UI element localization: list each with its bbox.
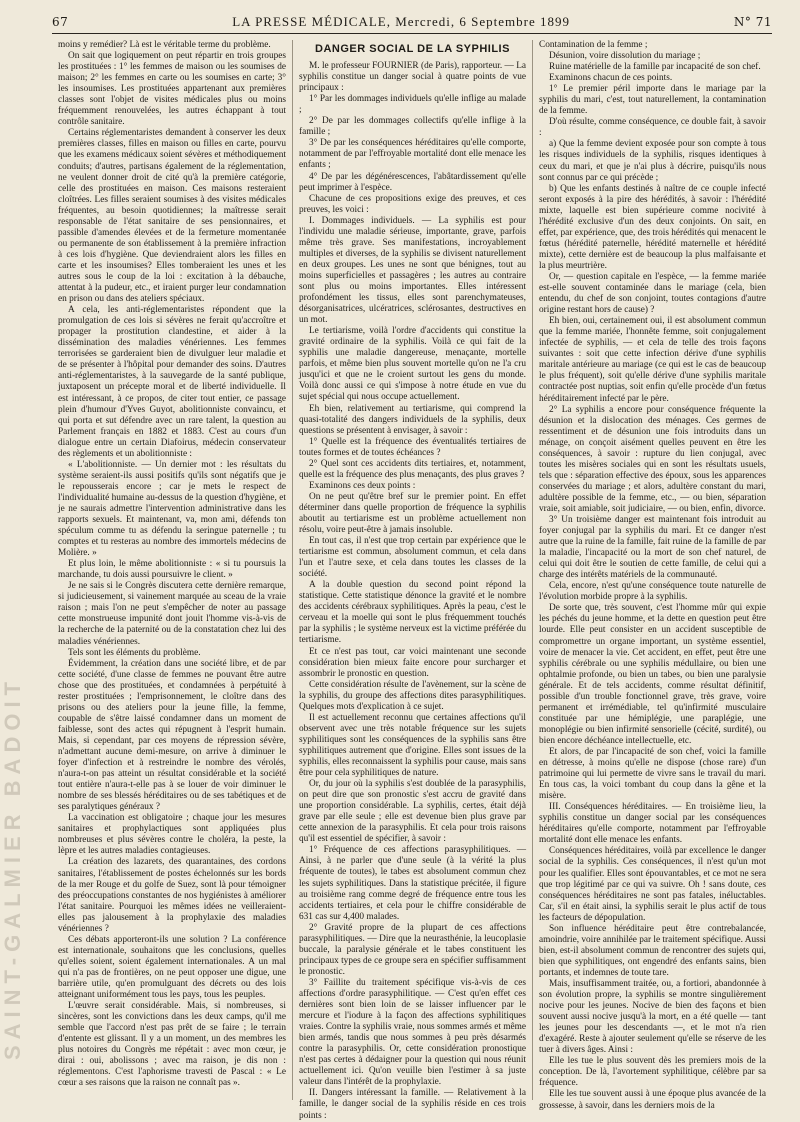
paragraph: Cette considération résulte de l'avènement, sur la scène de la syphilis, du groupe des affections dites parasyphilitiques. Quelques mots d'explication à ce sujet. [299,679,526,712]
paragraph: Et alors, de par l'incapacité de son chef, voici la famille en détresse, à moins qu'elle ne dispose (chose rare) d'un patrimoine qui lui permette de vivre sans le travail du mari. En tous cas, la voici tombant du coup dans la gêne et la misère. [539,747,766,802]
paragraph: 4° De par les dégénérescences, l'abâtardissement qu'elle peut imprimer à l'espèce. [299,171,526,193]
paragraph: Et plus loin, le même abolitionniste : « si tu poursuis la marchande, tu dois aussi poursuivre le client. » [58,559,286,581]
paragraph: Eh bien, relativement au tertiarisme, qui comprend la quasi-totalité des dangers individuels de la syphilis, deux questions se présentent à envisager, à savoir : [299,403,526,436]
paragraph: 2° Gravité propre de la plupart de ces affections parasyphilitiques. — Dire que la neurasthénie, la leucoplasie buccale, la paralysie générale et le tabes constituent les principaux types de ce groupe sera en spécifier suffisamment le pronostic. [299,922,527,977]
paragraph: En tout cas, il n'est que trop certain par expérience que le tertiarisme est commun, absolument commun, et cela dans l'un et l'autre sexe, et cela dans toutes les classes de la société. [299,536,526,580]
paragraph: 1° Le premier péril importe dans le mariage par la syphilis du mari, c'est, tout naturellement, la contamination de la femme. [539,84,766,117]
paragraph: Cela, encore, n'est qu'une conséquence toute naturelle de l'évolution morbide propre à la syphilis. [539,581,766,603]
paragraph: b) Que les enfants destinés à naître de ce couple infecté seront exposés à la pire des hérédités, à savoir : l'hérédité mixte, laquelle est bien supérieure comme nocivité à l'hérédité exclusive d'un des deux conjoints. On sait, en effet, par expérience, que, des trois hérédités qui menacent le fœtus (hérédité paternelle, hérédité maternelle et hérédité mixte), cette dernière est de beaucoup la plus malfaisante et la plus meurtrière. [539,183,766,271]
page-number: 67 [52,15,69,29]
paragraph: III. Conséquences héréditaires. — En troisième lieu, la syphilis constitue un danger social par les conséquences héréditaires qu'elle comporte, notamment par l'effroyable mortalité dont elle menace les enfants. [539,802,766,846]
paragraph: Ruine matérielle de la famille par incapacité de son chef. [549,62,761,73]
paragraph: La création des lazarets, des quarantaines, des cordons sanitaires, l'établissement de postes échelonnés sur les bords de la mer Rouge et du golfe de Suez, sont là pour témoigner des préoccupations constantes de nos hygiénistes à améliorer l'état sanitaire. Pourquoi les mêmes idées ne veilleraient-elles pas jalousement à la prophylaxie des maladies vénériennes ? [58,857,286,934]
paragraph: On ne peut qu'être bref sur le premier point. En effet déterminer dans quelle proportion de fréquence la syphilis aboutit au tertiarisme est un problème actuellement non résolu, voire peut-être à jamais insoluble. [299,491,526,536]
issue-date: Mercredi, 6 Septembre 1899 [395,14,570,29]
paragraph: Examinons chacun de ces points. [549,73,673,84]
paragraph: A cela, les anti-réglementaristes répondent que la promulgation de ces lois si sévères ne ferait qu'accroître et propager la prostitution clandestine, et aider à la dissémination des maladies vénériennes. Les femmes terrorisées se garderaient bien de divulguer leur maladie et de se présenter à l'hôpital pour demander des soins. D'autres anti-réglementaristes, à la sauvegarde de la santé publique, juxtaposent un précepte moral et de liberté individuelle. Il est intéressant, à ce propos, de citer tout entier, ce passage plein d'humour d'Yves Guyot, abolitionniste convaincu, et qui porta et sut défendre avec un rare talent, la question au Parlement français en 1882 et 1883. C'est au cours d'un dialogue entre un certain Diafoirus, médecin conservateur des règlements et un abolitionniste : [58,305,286,459]
paragraph: 3° De par les conséquences héréditaires qu'elle comporte, notamment de par l'effroyable mortalité dont elle menace les enfants ; [299,138,526,171]
paragraph: II. Dangers intéressant la famille. — Relativement à la famille, le danger social de la syphilis réside en ces trois points : [299,1088,526,1121]
paragraph: Certains réglementaristes demandent à conserver les deux premières classes, filles en maison ou filles en carte, pourvu que les examens médicaux soient sévères et méthodiquement conduits; d'autres, partisans également de la réglementation, ne veulent donner droit de cité qu'à la première catégorie, celle des prostituées en maison. Ces maisons resteraient cloîtrées. Les filles seraient soumises à des visites médicales fréquentes, au besoin quotidiennes; la maîtresse serait responsable de l'état sanitaire de ses pensionnaires, et passible d'amendes élevées et de la fermeture momentanée ou permanente de son établissement à la première infraction à ces lois d'hygiène. Que deviendraient alors les filles en carte et les insoumises? Elles tomberaient les unes et les autres sous le coup de la loi : excitation à la débauche, attentat à la pudeur, etc., et iraient purger leur condamnation en prison ou dans des ateliers spéciaux. [58,128,286,305]
paragraph: 3° Un troisième danger est maintenant fois introduit au foyer conjugal par la syphilis du mari. Et ce danger n'est autre que la ruine de la famille, fait ruine de la famille de par la maladie, l'incapacité ou la mort de son chef naturel, de celui qui doit être le soutien de cette famille, de celui qui a charge des intérêts matériels de la communauté. [539,515,766,581]
paragraph: Évidemment, la création dans une société libre, et de par cette société, d'une classe de femmes ne pouvant être autre chose que des prostituées, et condamnées à perpétuité à rester prostituées ; l'emprisonnement, le cloître dans des prisons ou des ateliers pour la jeune fille, la femme, coupable de s'être laissé condamner dans un moment de faiblesse, sont des actes qui répugnent à l'esprit humain. Mais, si cependant, par ces moyens de répression sévère, n'admettant aucune demi-mesure, on arrive à diminuer le foyer d'infection et à restreindre le nombre des vérolés, n'aura-t-on pas atteint un résultat considérable et la société tout entière n'aura-t-elle pas à se louer de voir diminuer le nombre de ses blessés héréditaires ou de ses tabétiques et de ses paralytiques généraux ? [58,658,286,813]
paragraph: Elle les tue souvent aussi à une époque plus avancée de la grossesse, à savoir, dans les derniers mois de la [539,1089,766,1111]
paragraph: Son influence héréditaire peut être contrebalancée, amoindrie, voire annihilée par le traitement spécifique. Aussi bien, est-il absolument commun de rencontrer des sujets qui, bien que syphilitiques, ont engendré des enfants sains, bien portants, et indemnes de toute tare. [539,923,766,978]
paragraph: 2° La syphilis a encore pour conséquence fréquente la désunion et la dislocation des ménages. Ces germes de ressentiment et de désunion une fois introduits dans un ménage, on conçoit aisément quelles peuvent en être les conséquences, à savoir : rupture du lien conjugal, avec toutes les misères sociales qui en sont les résultats usuels, tels que : séparation effective des époux, sous les apparences conservées du mariage ; et alors, adultère constant du mari, adultère possible de la femme, etc., — ou bien, séparation vraie, soit amiable, soit judiciaire, — ou bien, enfin, divorce. [539,404,766,514]
bleed-through-advertisement: SAINT-GALMIER BADOIT [0,676,25,1060]
paragraph: Eh bien, oui, certainement oui, il est absolument commun que la femme mariée, l'honnête femme, soit conjugalement infectée de syphilis, — et cela de telle des trois façons suivantes : soit que cette infection dérive d'une syphilis maritale antérieure au mariage (ce qui est le cas de beaucoup le plus fréquent), soit qu'elle dérive d'une syphilis maritale contractée post nuptias, soit enfin qu'elle procède d'un fœtus héréditairement infecté par le père. [539,316,766,404]
paragraph: Or, — question capitale en l'espèce, — la femme mariée est-elle souvent contaminée dans le mariage (cela, bien entendu, du chef de son conjoint, toutes contagions d'autre origine restant hors de cause) ? [539,271,766,316]
paragraph: Examinons ces deux points : [309,480,416,491]
paragraph: M. le professeur FOURNIER (de Paris), rapporteur. — La syphilis constitue un danger social à quatre points de vue principaux : [299,61,526,94]
paragraph: a) Que la femme devient exposée pour son compte à tous les risques individuels de la syphilis, risques identiques à ceux du mari, et que je n'ai plus à décrire, puisqu'ils nous sont connus par ce qui précède ; [539,139,766,183]
paragraph: 3° Faillite du traitement spécifique vis-à-vis de ces affections d'ordre parasyphilitique. — C'est qu'en effet ces dernières sont bien loin de se laisser influencer par le mercure et l'iodure à la façon des affections syphilitiques vraies. Contre la syphilis vraie, nous sommes armés et même bien armés, tandis que nous sommes à peu près désarmés contre la parasyphilis. Or, cette considération pronostique n'est pas certes à dédaigner pour la question qui nous réunit actuellement ici. Qu'on veuille bien l'estimer à sa juste valeur dans l'intérêt de la prophylaxie. [299,977,526,1088]
paragraph: Et ce n'est pas tout, car voici maintenant une seconde considération bien mieux faite encore pour surcharger et assombrir le pronostic en question. [299,646,526,679]
paragraph: Ces débats apporteront-ils une solution ? La conférence est internationale, souhaitons que les conclusions, quelles qu'elles soient, soient également internationales. A un mal qui n'a pas de frontières, on ne peut opposer une digue, une barrière utile, qu'en promulguant des décrets ou des lois atteignant uniformément tous les pays, tous les peuples. [58,934,286,1001]
paragraph: Tels sont les éléments du problème. [68,647,201,658]
paragraph: De sorte que, très souvent, c'est l'homme mûr qui expie les péchés du jeune homme, et la dette en question peut être lourde. Elle peut consister en un accident susceptible de compromettre un organe important, un système essentiel, voire de menacer la vie. Cet accident, en effet, peut être une syphilis cérébrale ou une syphilis médullaire, ou bien une ophtalmie profonde, ou bien un tabes, ou bien une paralysie générale. Et de tels accidents, comme résultat définitif, possible d'un trouble fonctionnel grave, très grave, voire permanent et irrémédiable, tel qu'infirmité musculaire constituée par une hémiplégie, une paraplégie, une monoplégie ou bien infirmité sensorielle (cécité, surdité), ou bien encore déchéance intellectuelle, etc. [539,603,766,746]
right-column [532,40,772,1111]
paragraph: Chacune de ces propositions exige des preuves, et ces preuves, les voici : [299,193,526,215]
paragraph: Or, du jour où la syphilis s'est doublée de la parasyphilis, on peut dire que son pronostic s'est accru de gravité dans une proportion considérable. La syphilis, certes, était déjà grave par elle seule ; elle est devenue bien plus grave par cette annexion de la parasyphilis. Et cela pour trois raisons qu'il est essentiel de spécifier, à savoir : [299,779,526,845]
paragraph: moins y remédier? Là est le véritable terme du problème. [58,40,271,50]
journal-header [232,14,570,30]
section-title: DANGER SOCIAL DE LA SYPHILIS [315,43,510,55]
paragraph: 1° Fréquence de ces affections parasyphilitiques. — Ainsi, à ne parler que d'une seule (à la vérité la plus fréquente de toutes), le tabes est absolument commun chez les sujets syphilitiques. Dans la statistique précitée, il figure au troisième rang comme degré de fréquence entre tous les accidents tertiaires, et cela pour le chiffre considérable de 631 cas sur 4,400 malades. [299,845,526,922]
paragraph: Elle les tue le plus souvent dès les premiers mois de la conception. De là, l'avortement syphilitique, célèbre par sa fréquence. [539,1056,766,1089]
paragraph: 2° De par les dommages collectifs qu'elle inflige à la famille ; [299,116,526,138]
issue-number: N° 71 [733,15,772,29]
text-columns [52,40,772,1121]
paragraph: Je ne sais si le Congrès discutera cette dernière remarque, si judicieusement, si vainement marquée au sceau de la vraie raison ; mais l'on ne peut s'empêcher de noter au passage cette monstrueuse impunité dont jouit l'homme vis-à-vis de la recherche de la paternité ou de la constatation chez lui des maladies vénériennes. [58,581,286,647]
paragraph: On sait que logiquement on peut répartir en trois groupes les prostituées : 1° les femmes de maison ou les soumises de maison; 2° les femmes en carte ou les soumises en carte; 3° les insoumises. Les prostituées appartenant aux premières classes sont l'objet de visites médicales plus ou moins fréquemment renouvelées, les autres échappant à tout contrôle sanitaire. [58,51,286,128]
paragraph: Désunion, voire dissolution du mariage ; [549,51,701,62]
middle-column [292,40,532,1121]
page-header [52,14,772,34]
paragraph: Contamination de la femme ; [539,40,648,50]
paragraph: A la double question du second point répond la statistique. Cette statistique dénonce la gravité et le nombre des accidents cérébraux syphilitiques. Après la peau, c'est le cerveau et la moelle qui sont le plus fréquemment touchés par la syphilis ; le système nerveux est la victime préférée du tertiarisme. [299,580,526,646]
paragraph: 1° Quelle est la fréquence des éventualités tertiaires de toutes formes et de toutes échéances ? [299,436,526,458]
left-column [52,40,292,1100]
paragraph: Mais, insuffisamment traitée, ou, a fortiori, abandonnée à son évolution propre, la syphilis se montre singulièrement nocive pour les jeunes. Nocive de bien des façons et bien souvent aussi nocive jusqu'à la mort, en a été quelle — tant les jeunes pour les descendants —, et le mot n'a rien d'exagéré. Reste à ajouter seulement qu'elle se réserve de les tuer à divers âges. Ainsi : [539,978,766,1056]
journal-title: LA PRESSE MÉDICALE, [232,14,391,29]
paragraph: I. Dommages individuels. — La syphilis est pour l'individu une maladie sérieuse, importante, grave, parfois même très grave. Ses manifestations, incroyablement multiples et diverses, de la syphilis se divisent naturellement en deux groupes. Les unes ne sont que bénignes, tout au moins superficielles et passagères ; les autres au contraire sont plus ou moins importantes. Elles intéressent profondément les tissus, elles sont parenchymateuses, désorganisatrices, ulcératrices, sclérosantes, destructives en un mot. [299,215,526,326]
paragraph: La vaccination est obligatoire ; chaque jour les mesures sanitaires et prophylactiques sont appliquées plus nombreuses et plus sévères contre le choléra, la peste, la lèpre et les autres maladies contagieuses. [58,813,286,857]
paragraph: L'œuvre serait considérable. Mais, si nombreuses, si sincères, sont les convictions dans les deux camps, qu'il me semble que l'accord n'est pas prêt de se faire ; le terrain d'entente est glissant. Il y a un moment, un des membres les plus notoires du Congrès me répétait : avec mon cœur, je dirai : oui, abolissons ; avec ma raison, je dis non : réglementons. C'est l'aphorisme travesti de Pascal : « Le cœur a ses raisons que la raison ne connaît pas ». [58,1001,286,1089]
paragraph: 1° Par les dommages individuels qu'elle inflige au malade ; [299,94,526,116]
paragraph: Conséquences héréditaires, voilà par excellence le danger social de la syphilis. Ces conséquences, il n'est qu'un mot pour les qualifier. Elles sont épouvantables, et ce mot ne sera que trop légitimé par ce qui va suivre. Oh ! sans doute, ces conséquences héréditaires ne sont pas fatales, inéluctables. Car, s'il en était ainsi, la syphilis serait le plus actif de tous les facteurs de dépopulation. [539,846,766,923]
paragraph: « L'abolitionniste. — Un dernier mot : les résultats du système seraient-ils aussi positifs qu'ils sont négatifs que je le repousserais encore ; car je mets le respect de l'individualité humaine au-dessus de la question d'hygiène, et je ne saurais admettre l'intervention administrative dans les rapports sexuels. Et maintenant, va, mon ami, défends ton spéculum comme tu as défendu la seringue paternelle ; tu comptes et tu resteras au nombre des immortels médecins de Molière. » [58,459,286,559]
paragraph: Le tertiarisme, voilà l'ordre d'accidents qui constitue la gravité ordinaire de la syphilis. Voilà ce qui fait de la syphilis une maladie dangereuse, menaçante, mortelle parfois, et même bien plus souvent mortelle qu'on ne l'a cru jusqu'ici et que ne le croient surtout les gens du monde. Voilà donc aussi ce qui s'impose à notre étude en vue du sujet spécial qui nous occupe actuellement. [299,326,526,403]
paragraph: D'où résulte, comme conséquence, ce double fait, à savoir : [539,117,766,139]
paragraph: 2° Quel sont ces accidents dits tertiaires, et, notamment, quelle est la fréquence des plus menaçants, des plus graves ? [299,458,526,480]
paragraph: Il est actuellement reconnu que certaines affections qu'il observent avec une très notable fréquence sur les sujets syphilitiques sont les conséquences de la syphilis sans être syphilitiques autrement que d'origine. Elles sont issues de la syphilis, elles reconnaissent la syphilis pour cause, mais sans être pour cela syphilitiques de nature. [299,712,526,779]
